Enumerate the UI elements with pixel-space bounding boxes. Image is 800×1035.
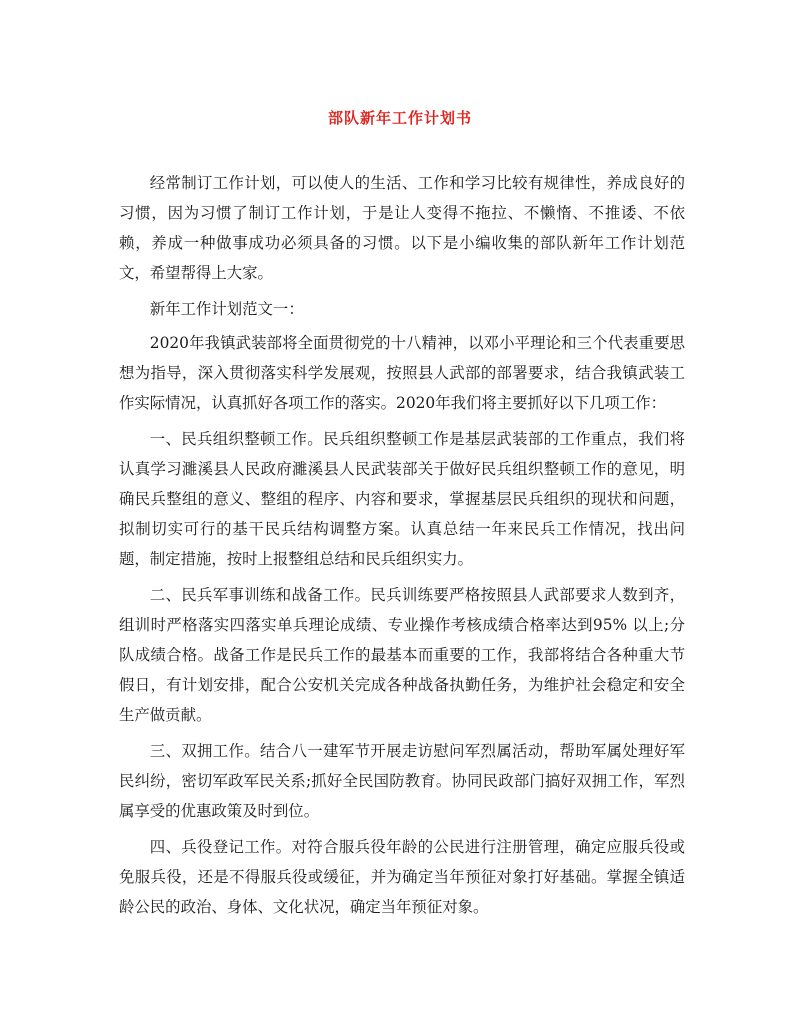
militia-organization-paragraph: 一、民兵组织整顿工作。民兵组织整顿工作是基层武装部的工作重点，我们将认真学习濉溪县人民政府濉溪县人民武装部关于做好民兵组织整顿工作的意见，明确民兵整组的意义、整组的程序、内容和要求，掌握基层民兵组织的现状和问题，拟制切实可行的基干民兵结构调整方案。认真总结一年来民兵工作情况，找出问题，制定措施，按时上报整组总结和民兵组织实力。: [119, 430, 685, 568]
militia-training-paragraph: 二、民兵军事训练和战备工作。民兵训练要严格按照县人武部要求人数到齐，组训时严格落实四落实单兵理论成绩、专业操作考核成绩合格率达到95% 以上;分队成绩合格。战备工作是民兵工作的最基本而重要的工作，我部将结合各种重大节假日，有计划安排，配合公安机关完成各种战备执勤任务，为维护社会稳定和安全生产做贡献。: [119, 586, 685, 724]
intro-paragraph: 经常制订工作计划，可以使人的生活、工作和学习比较有规律性，养成良好的习惯，因为习惯了制订工作计划，于是让人变得不拖拉、不懒惰、不推诿、不依赖，养成一种做事成功必须具备的习惯。以下是小编收集的部队新年工作计划范文，希望帮得上大家。: [119, 174, 685, 282]
section-heading-sample-one: 新年工作计划范文一：: [149, 300, 304, 318]
overview-paragraph: 2020年我镇武装部将全面贯彻党的十八精神，以邓小平理论和三个代表重要思想为指导，深入贯彻落实科学发展观，按照县人武部的部署要求，结合我镇武装工作实际情况，认真抓好各项工作的落实。2020年我们将主要抓好以下几项工作：: [119, 334, 685, 412]
double-support-paragraph: 三、双拥工作。结合八一建军节开展走访慰问军烈属活动，帮助军属处理好军民纠纷，密切军政军民关系;抓好全民国防教育。协同民政部门搞好双拥工作，军烈属享受的优惠政策及时到位。: [119, 742, 685, 820]
document-title: 部队新年工作计划书: [327, 109, 472, 127]
military-registration-paragraph: 四、兵役登记工作。对符合服兵役年龄的公民进行注册管理，确定应服兵役或免服兵役，还是不得服兵役或缓征，并为确定当年预征对象打好基础。掌握全镇适龄公民的政治、身体、文化状况，确定当年预征对象。: [119, 838, 685, 916]
document-body: [119, 168, 685, 928]
